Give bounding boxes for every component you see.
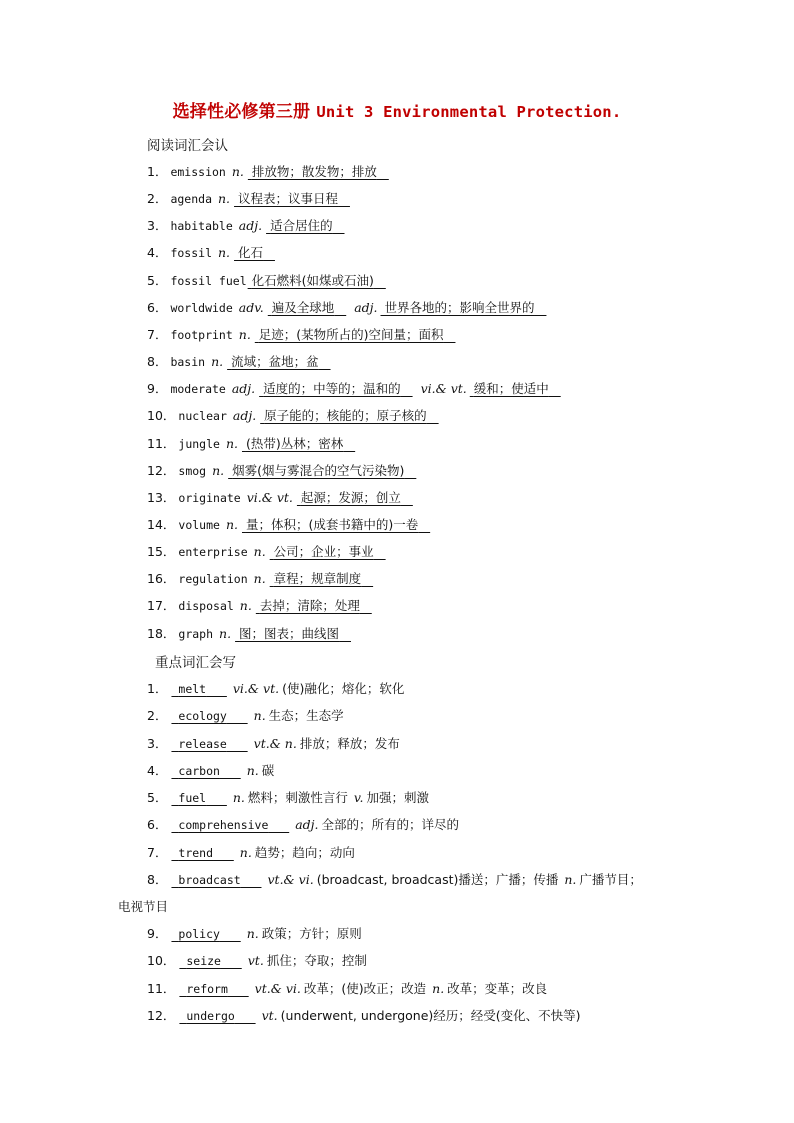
english-word: reform [186,982,228,996]
meaning-text: 图；图表；曲线图 [239,625,340,641]
english-word: undergo [186,1009,235,1023]
item-number: 8． [147,354,168,370]
part-of-speech: n. [253,571,266,587]
item-number: 1． [147,681,168,696]
vocab-line [147,815,459,835]
item-number: 10． [147,408,176,424]
meaning-answer [227,352,330,370]
item-number: 7． [147,326,168,342]
section-heading-writing: 重点词汇会写 [155,655,236,671]
part-of-speech: adv. [238,299,264,315]
meaning-answer [235,624,351,642]
meaning-text: 去掉；清除；处理 [259,598,360,614]
vocab-line [147,189,350,209]
english-word: habitable [170,219,233,234]
english-word: moderate [170,382,226,397]
english-word: policy [178,927,220,941]
meaning-text-2: 加强；刺激 [366,790,429,805]
english-word: fossil [170,246,212,261]
meaning-answer [255,325,456,343]
part-of-speech: n. [253,544,266,560]
meaning-answer [268,298,346,316]
vocab-line [147,706,344,726]
english-word: worldwide [170,300,233,315]
meaning-text: 化石 [238,245,264,261]
item-number: 11． [147,435,176,451]
meaning-answer-2 [381,298,547,316]
vocab-line [147,298,546,318]
item-number: 9． [147,926,168,941]
vocab-line [147,596,372,616]
english-word: agenda [170,192,212,207]
meaning-answer [248,271,386,289]
english-word: melt [178,682,207,696]
part-of-speech: adj. [238,218,263,234]
item-number: 18． [147,625,176,641]
part-of-speech: n. [212,462,225,478]
item-number: 10． [147,953,176,968]
vocab-line [147,162,389,182]
meaning-text: 适度的；中等的；温和的 [263,381,401,397]
word-answer [171,709,247,723]
english-word: smog [178,463,207,478]
meaning-answer-2 [470,379,561,397]
section-heading-reading: 阅读词汇会认 [147,138,228,154]
part-of-speech: n. [211,354,224,370]
meaning-answer [242,434,355,452]
meaning-text: 政策；方针；原则 [261,926,362,941]
part-of-speech: n. [253,708,266,723]
part-of-speech: vt. [247,953,264,968]
meaning-text: 趋势；趋向；动向 [254,845,355,860]
item-number: 6． [147,299,168,315]
english-word: volume [178,517,220,532]
meaning-text: 足迹；(某物所占的)空间量；面积 [258,326,444,342]
meaning-answer [248,162,389,180]
meaning-text: 生态；生态学 [268,708,344,723]
part-of-speech: n. [218,245,231,261]
meaning-text-2: 广播节目； [579,872,642,887]
meaning-text: 改革；(使)改正；改造 [303,981,427,996]
part-of-speech: n. [246,926,259,941]
vocab-line [147,488,413,508]
meaning-text: 化石燃料(如煤或石油) [251,272,374,288]
meaning-answer [242,515,430,533]
meaning-text: 遍及全球地 [271,299,335,315]
part-of-speech: n. [225,435,238,451]
part-of-speech: n. [218,191,231,207]
english-word: footprint [170,327,233,342]
item-number: 2． [147,191,168,207]
part-of-speech: n. [231,164,244,179]
english-word: graph [178,626,214,641]
vocab-line [147,352,331,372]
item-number: 9． [147,381,168,397]
meaning-text-2: 世界各地的；影响全世界的 [384,299,535,315]
word-answer [171,873,261,887]
title-en: Unit 3 Environmental Protection. [316,103,622,121]
meaning-text: (热带)丛林；密林 [245,435,344,451]
item-number: 15． [147,544,176,560]
vocab-line [147,979,547,999]
word-answer [171,846,233,860]
item-number: 14． [147,516,176,532]
meaning-text: 抓住；夺取；控制 [266,953,367,968]
part-of-speech-2: adj. [354,299,378,315]
english-word: regulation [178,572,248,587]
part-of-speech: vi.& vt. [246,489,293,505]
part-of-speech: adj. [231,381,256,397]
item-number: 17． [147,598,176,614]
meaning-answer [234,189,350,207]
meaning-text-2: 改革；变革；改良 [447,981,548,996]
english-word: broadcast [178,873,241,887]
vocab-line [147,569,373,589]
item-number: 5． [147,272,168,288]
item-number: 3． [147,736,168,751]
part-of-speech: n. [219,625,232,641]
english-word: trend [178,846,214,860]
part-of-speech: n. [239,845,252,860]
item-number: 8． [147,872,168,887]
part-of-speech: n. [232,790,245,805]
meaning-answer [266,216,344,234]
english-word: carbon [178,764,220,778]
part-of-speech: n. [239,598,252,614]
word-answer [171,791,226,805]
part-of-speech: vt.& vi. [254,981,301,996]
meaning-answer [270,542,386,560]
part-of-speech-2: n. [564,872,577,887]
word-answer [171,764,240,778]
meaning-text: 碳 [261,763,275,778]
vocab-line [147,761,274,781]
english-word: fossil fuel [170,273,247,288]
meaning-text: 公司；企业；事业 [273,544,374,560]
vocab-line [147,734,400,754]
item-number: 6． [147,817,168,832]
english-word: originate [178,490,241,505]
meaning-text: (使)融化；熔化；软化 [282,681,405,696]
word-answer [171,818,289,832]
item-number: 4． [147,763,168,778]
meaning-answer [234,243,275,261]
item-number: 13． [147,489,176,505]
item-number: 1． [147,164,168,179]
english-word: nuclear [178,409,227,424]
part-of-speech: n. [238,326,251,342]
part-of-speech: vt.& vi. [267,872,314,887]
word-answer [179,982,248,996]
meaning-text-2: 缓和；使适中 [473,381,549,397]
english-word: disposal [178,599,234,614]
meaning-text: 烟雾(烟与雾混合的空气污染物) [232,462,405,478]
meaning-text: (broadcast, broadcast)播送；广播；传播 [316,872,559,887]
part-of-speech: vi.& vt. [232,681,280,696]
vocab-line [147,434,355,454]
vocab-line [147,679,404,699]
vocab-line [147,1006,581,1026]
meaning-text: 议程表；议事日程 [238,191,339,207]
vocab-line [147,924,362,944]
meaning-text: 适合居住的 [270,218,333,234]
english-word: fuel [178,791,207,805]
english-word: jungle [178,436,220,451]
part-of-speech-2: v. [353,790,364,805]
word-answer [171,682,226,696]
meaning-answer [260,406,438,424]
meaning-answer [228,461,416,479]
english-word: ecology [178,709,227,723]
item-number: 2． [147,708,168,723]
english-word: enterprise [178,545,248,560]
item-number: 3． [147,218,168,234]
english-word: comprehensive [178,818,269,832]
item-number: 12． [147,462,176,478]
item-number: 5． [147,790,168,805]
part-of-speech: n. [225,516,238,532]
english-word: basin [170,355,206,370]
item-number: 11． [147,981,176,996]
item-number: 4． [147,245,168,261]
english-word: release [178,737,227,751]
item-number: 12． [147,1008,176,1023]
meaning-text: 全部的；所有的；详尽的 [321,817,460,832]
word-answer [179,954,241,968]
word-answer [171,927,240,941]
vocab-line [147,243,275,263]
vocab-line [147,870,642,890]
english-word: seize [186,954,221,968]
page-title [0,97,794,122]
item-number: 16． [147,571,176,587]
title-zh: 选择性必修第三册 [172,102,311,122]
vocab-line [147,951,367,971]
vocab-line [147,461,416,481]
meaning-text: 排放物；散发物；排放 [251,164,377,179]
vocab-line [147,624,351,644]
meaning-answer [259,379,412,397]
item-number: 7． [147,845,168,860]
word-answer [171,737,247,751]
vocab-line [147,406,439,426]
part-of-speech: n. [246,763,259,778]
vocab-line [147,515,430,535]
meaning-text: 流域；盆地；盆 [231,354,319,370]
meaning-text: 排放；释放；发布 [299,736,400,751]
english-word: emission [170,165,226,179]
vocab-line [147,216,345,236]
meaning-text: 章程；规章制度 [273,571,362,587]
meaning-answer [297,488,413,506]
vocab-line [147,788,429,808]
part-of-speech-2: n. [432,981,445,996]
vocab-line [147,379,561,399]
part-of-speech: vt.& n. [253,736,297,751]
part-of-speech-2: vi.& vt. [420,381,467,397]
part-of-speech: vt. [261,1008,278,1023]
meaning-text: 量；体积；(成套书籍中的)一卷 [245,516,419,532]
vocab-line [147,843,355,863]
word-answer [179,1009,255,1023]
meaning-text: 起源；发源；创立 [300,489,401,505]
vocab-line [147,542,386,562]
meaning-answer [270,569,373,587]
vocab-line [147,325,455,345]
vocab-line [147,271,386,291]
meaning-text: 燃料；刺激性言行 [247,790,348,805]
meaning-text: 原子能的；核能的；原子核的 [264,408,427,424]
part-of-speech: adj. [295,817,319,832]
meaning-continuation: 电视节目 [118,899,169,914]
meaning-answer [256,596,372,614]
meaning-text: (underwent, undergone)经历；经受(变化、不快等) [280,1008,581,1023]
part-of-speech: adj. [232,408,257,424]
